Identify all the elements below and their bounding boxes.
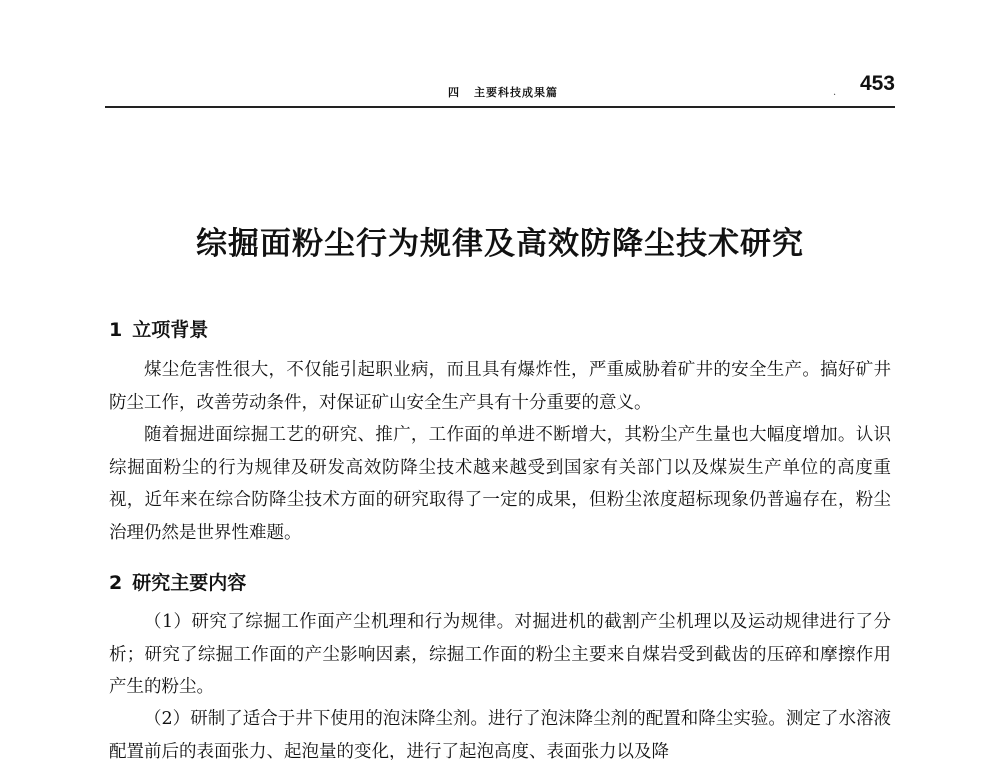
header-section-label xyxy=(448,84,558,100)
header-rule xyxy=(105,106,895,108)
section-number: 2 xyxy=(109,572,123,594)
section-number: 1 xyxy=(109,319,123,341)
header-section-title: 主要科技成果篇 xyxy=(474,86,558,99)
header-section-number: 四 xyxy=(448,86,460,99)
paragraph: （1）研究了综掘工作面产尘机理和行为规律。对掘进机的截割产尘机理以及运动规律进行了分析；研究了综掘工作面的产尘影响因素，综掘工作面的粉尘主要来自煤岩受到截齿的压碎和摩擦作用产生的粉尘。 xyxy=(109,612,891,697)
section-heading-1 xyxy=(109,315,208,342)
paragraph: 随着掘进面综掘工艺的研究、推广，工作面的单进不断增大，其粉尘产生量也大幅度增加。认识综掘面粉尘的行为规律及研发高效防降尘技术越来越受到国家有关部门以及煤炭生产单位的高度重视，近年来在综合防降尘技术方面的研究取得了一定的成果，但粉尘浓度超标现象仍普遍存在，粉尘治理仍然是世界性难题。 xyxy=(109,425,891,543)
section-heading-2 xyxy=(109,568,246,595)
section-title: 研究主要内容 xyxy=(132,572,247,594)
section-title: 立项背景 xyxy=(132,319,209,341)
running-header xyxy=(105,72,895,106)
paragraph: 煤尘危害性很大，不仅能引起职业病，而且具有爆炸性，严重威胁着矿井的安全生产。搞好矿井防尘工作，改善劳动条件，对保证矿山安全生产具有十分重要的意义。 xyxy=(109,360,891,413)
article-title: 综掘面粉尘行为规律及高效防降尘技术研究 xyxy=(196,226,804,262)
page-number: 453 xyxy=(859,72,895,95)
paragraph: （2）研制了适合于井下使用的泡沫降尘剂。进行了泡沫降尘剂的配置和降尘实验。测定了水溶液配置前后的表面张力、起泡量的变化，进行了起泡高度、表面张力以及降 xyxy=(109,709,891,760)
header-dot: · xyxy=(833,90,837,101)
